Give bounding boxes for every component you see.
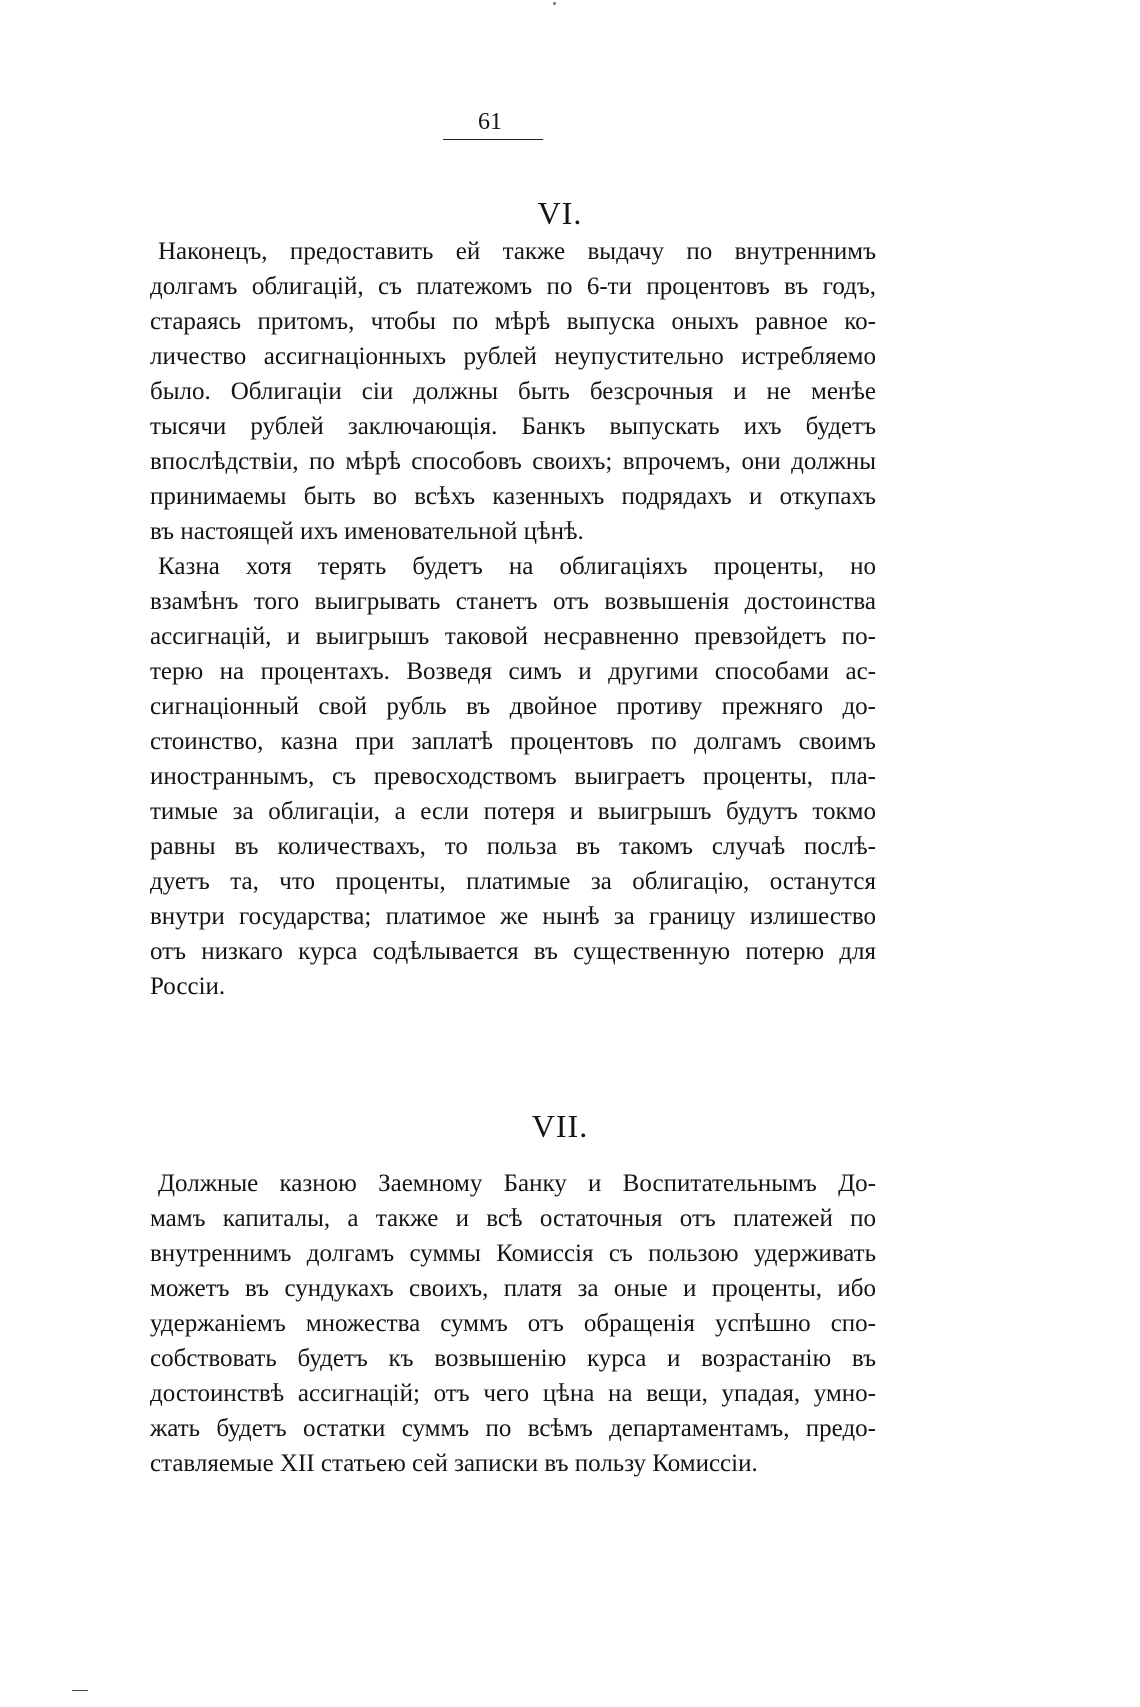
text-line: тысячи рублей заключающія. Банкъ выпускать ихъ будетъ	[150, 413, 876, 440]
text-line: Наконецъ, предоставить ей также выдачу по внутреннимъ	[158, 238, 876, 265]
text-line: Казна хотя терять будетъ на облигаціяхъ проценты, но	[158, 553, 876, 580]
text-line: ставляемые XII статьею сей записки въ пользу Комиссіи.	[150, 1450, 758, 1477]
page-number-rule	[443, 139, 543, 140]
text-line: принимаемы быть во всѣхъ казенныхъ подрядахъ и откупахъ	[150, 483, 876, 510]
text-line: достоинствѣ ассигнацій; отъ чего цѣна на вещи, упадая, умно-	[150, 1380, 876, 1407]
text-line: удержаніемъ множества суммъ отъ обращенія успѣшно спо-	[150, 1310, 876, 1337]
text-line: внутреннимъ долгамъ суммы Комиссія съ пользою удерживать	[150, 1240, 876, 1267]
section-heading-vi: VI.	[537, 195, 583, 231]
text-line: стараясь притомъ, чтобы по мѣрѣ выпуска оныхъ равное ко-	[150, 308, 876, 335]
text-line: взамѣнъ того выигрывать станетъ отъ возвышенія достоинства	[150, 588, 876, 615]
print-mark	[72, 1690, 88, 1691]
text-line: можетъ въ сундукахъ своихъ, платя за оные и проценты, ибо	[150, 1275, 876, 1302]
text-line: было. Облигаціи сіи должны быть безсрочныя и не менѣе	[150, 378, 876, 405]
print-speck	[553, 2, 556, 5]
text-line: впослѣдствіи, по мѣрѣ способовъ своихъ; впрочемъ, они должны	[150, 448, 876, 475]
text-line: иностраннымъ, съ превосходствомъ выиграетъ проценты, пла-	[150, 763, 876, 790]
text-line: дуетъ та, что проценты, платимые за облигацію, останутся	[150, 868, 876, 895]
text-line: мамъ капиталы, а также и всѣ остаточныя отъ платежей по	[150, 1205, 876, 1232]
text-line: долгамъ облигацій, съ платежомъ по 6-ти процентовъ въ годъ,	[150, 273, 876, 300]
section-heading-vii: VII.	[531, 1108, 589, 1144]
text-line: внутри государства; платимое же нынѣ за границу излишество	[150, 903, 876, 930]
page-number: 61	[478, 109, 502, 135]
text-line: Россіи.	[150, 973, 226, 1000]
text-line: сигнаціонный свой рубль въ двойное противу прежняго до-	[150, 693, 876, 720]
text-line: стоинство, казна при заплатѣ процентовъ по долгамъ своимъ	[150, 728, 876, 755]
text-line: собствовать будетъ къ возвышенію курса и возрастанію въ	[150, 1345, 876, 1372]
text-line: Должные казною Заемному Банку и Воспитательнымъ До-	[158, 1170, 876, 1197]
text-line: ассигнацій, и выигрышъ таковой несравненно превзойдетъ по-	[150, 623, 876, 650]
text-line: равны въ количествахъ, то польза въ такомъ случаѣ послѣ-	[150, 833, 876, 860]
text-line: въ настоящей ихъ именовательной цѣнѣ.	[150, 518, 584, 545]
text-line: отъ низкаго курса содѣлывается въ существенную потерю для	[150, 938, 876, 965]
text-line: личество ассигнаціонныхъ рублей неупустительно истребляемо	[150, 343, 876, 370]
text-line: тимые за облигаціи, а если потеря и выигрышъ будутъ токмо	[150, 798, 876, 825]
text-line: терю на процентахъ. Возведя симъ и другими способами ас-	[150, 658, 876, 685]
text-line: жать будетъ остатки суммъ по всѣмъ департаментамъ, предо-	[150, 1415, 876, 1442]
